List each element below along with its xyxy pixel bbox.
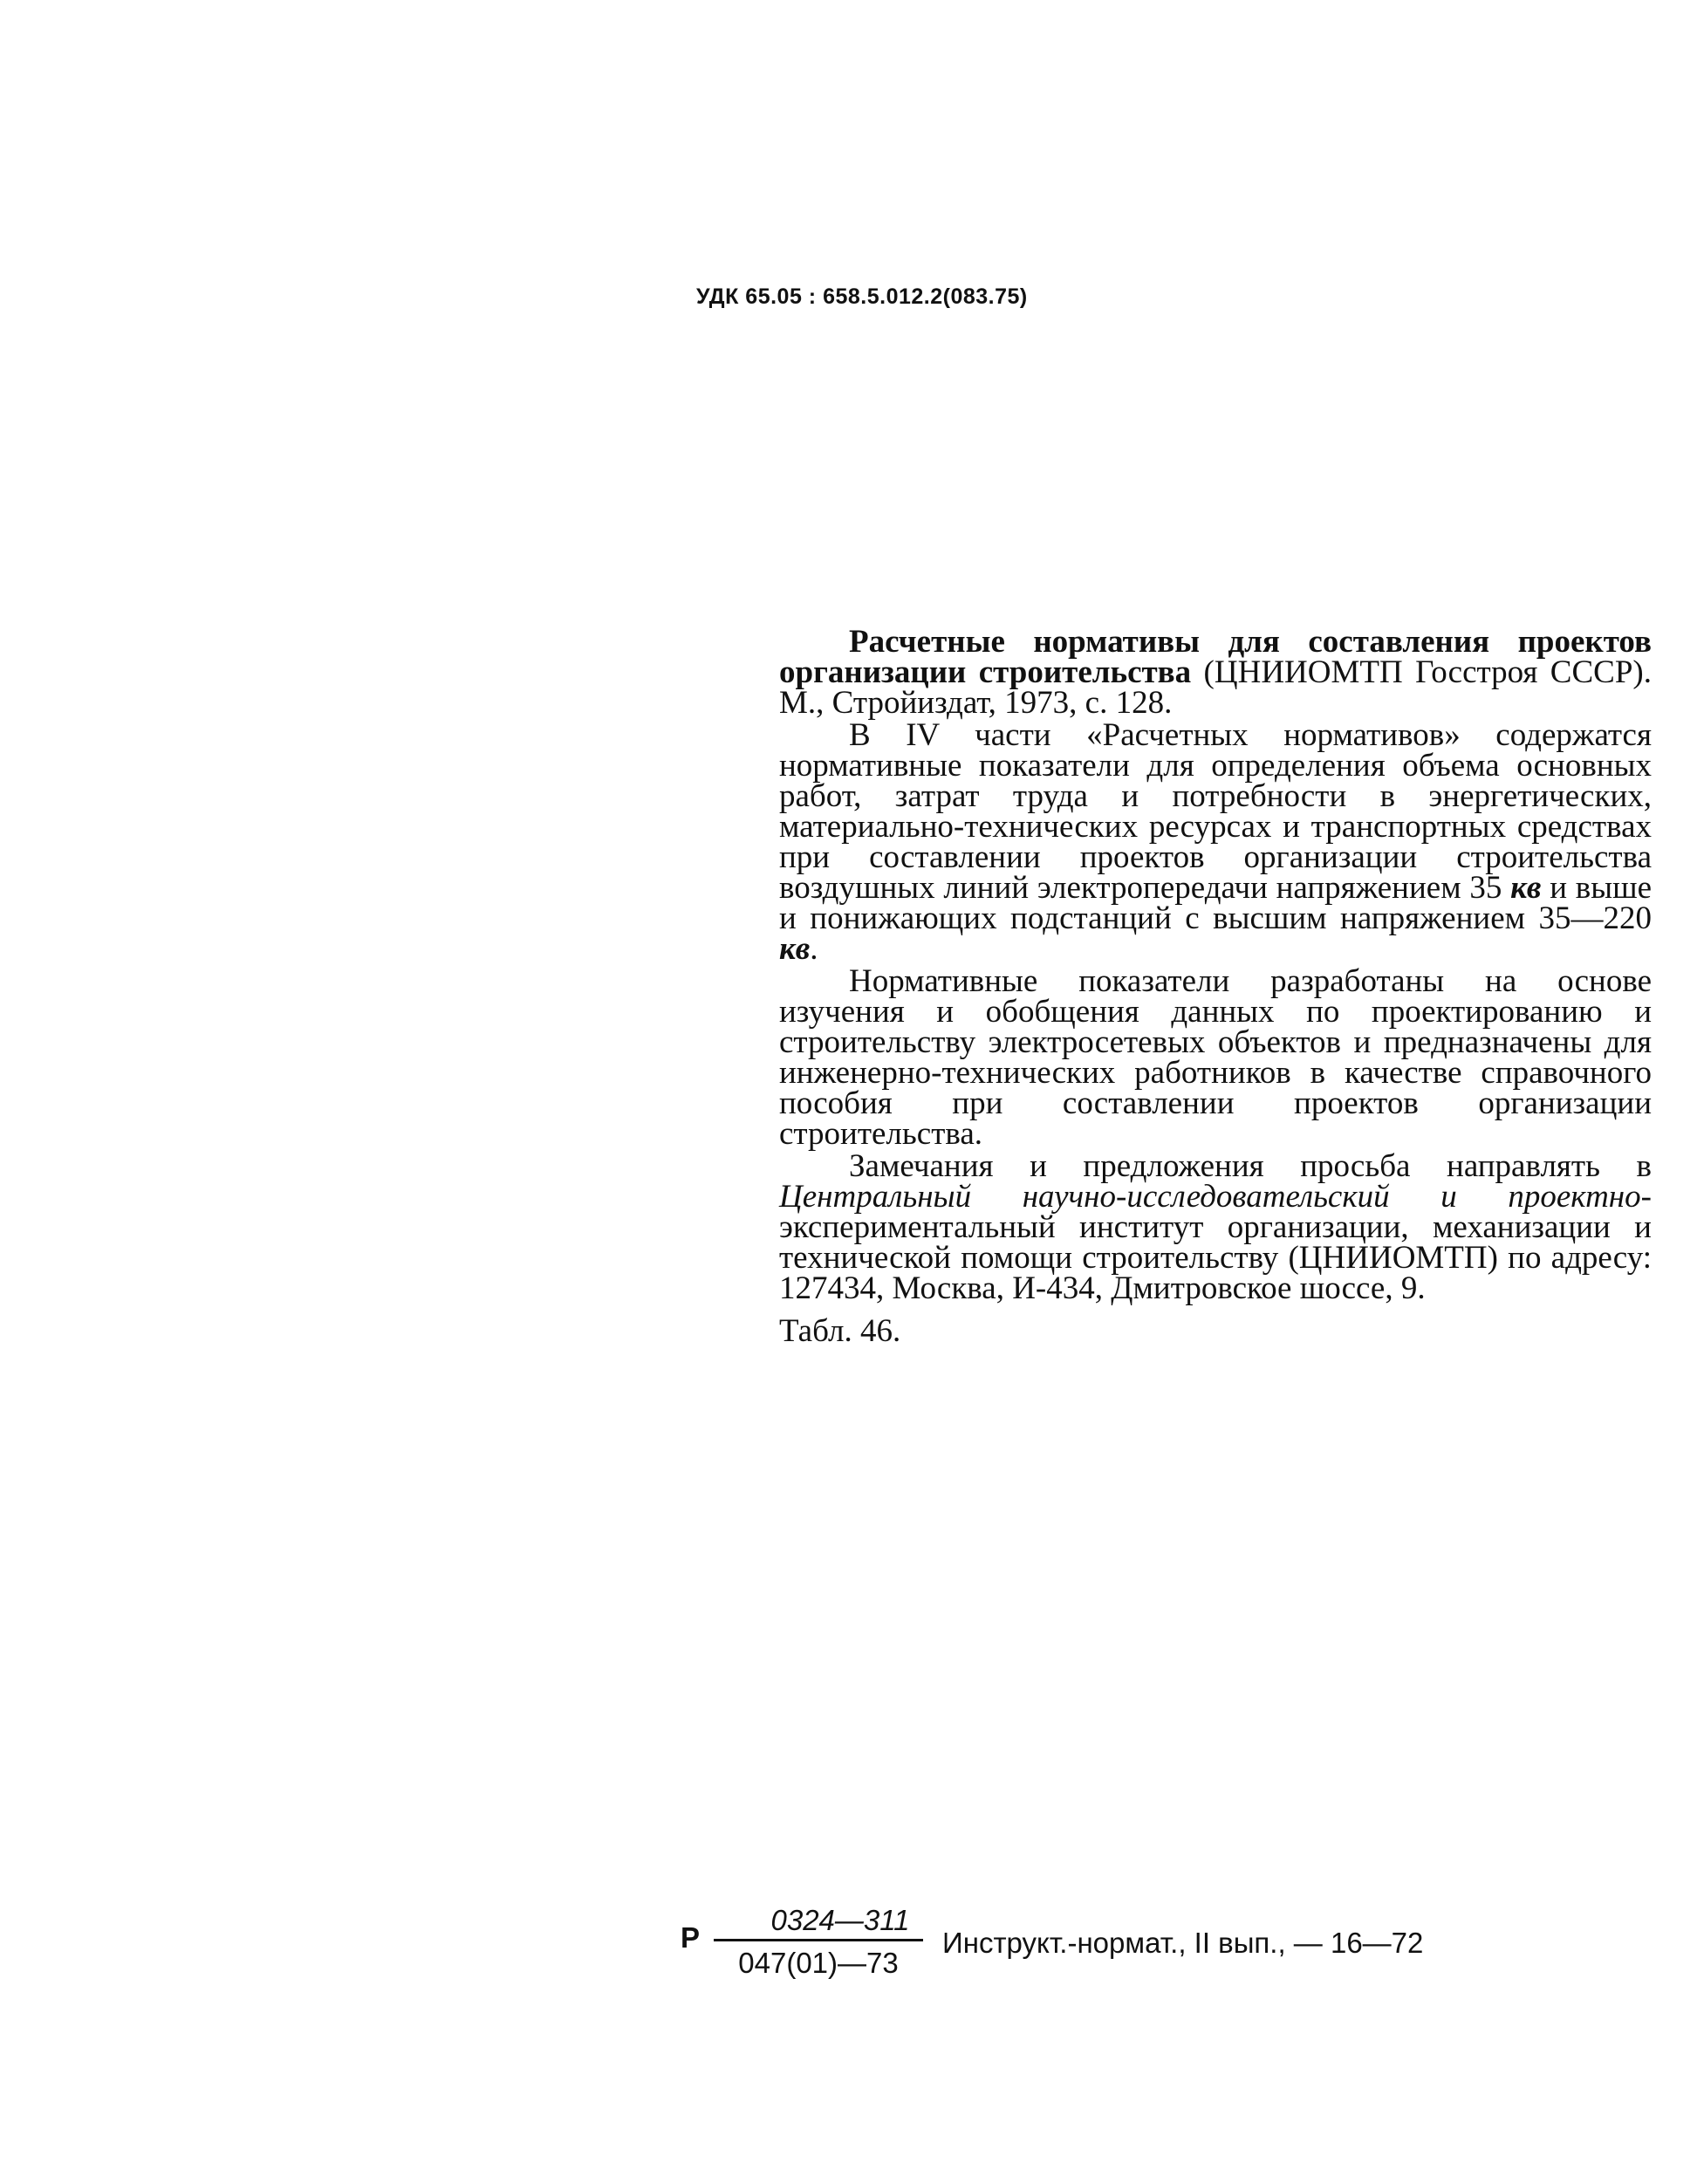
paragraph-1-text-start: В IV части «Расчетных нормативов» содержатся нормативные показатели для определения объема основных работ, затрат труда и потребности в энергетических, материально-технических ресурсах и транспортных средствах при составлении проектов организации строительства воздушных линий электропередачи напряжением 35 xyxy=(779,717,1652,906)
imprint-series: Инструкт.-нормат., II вып., — 16—72 xyxy=(942,1927,1424,1959)
imprint-letter: Р xyxy=(681,1921,701,1954)
paragraph-1-text-end: . xyxy=(810,931,818,967)
abstract-block xyxy=(779,624,1652,1349)
unit-kv: кв xyxy=(779,931,811,967)
paragraph-1-text-mid: и выше и понижающих подстанций с высшим напряжением 35—220 xyxy=(779,870,1652,936)
institute-name-italic: Центральный научно-исследовательский и проектно- xyxy=(779,1179,1652,1215)
imprint-denominator: 047(01)—73 xyxy=(738,1947,899,1979)
abstract-paragraph-1 xyxy=(779,717,1652,967)
fraction-line xyxy=(714,1939,923,1941)
abstract-paragraph-2: Нормативные показатели разработаны на основе изучения и обобщения данных по проектированию и строительству электросетевых объектов и предназначены для инженерно-технических работников в качестве справочного пособия при составлении проектов организации строительства. xyxy=(779,963,1652,1152)
paragraph-3-text-end: экспериментальный институт организации, механизации и технической помощи строительству (ЦНИИОМТП) по адресу: 127434, Москва, И-434, Дмитровское шоссе, 9. xyxy=(779,1209,1652,1306)
paragraph-3-text-start: Замечания и предложения просьба направлять в xyxy=(849,1148,1652,1184)
book-title: Расчетные нормативы для составления проектов организации строительства xyxy=(779,624,1652,690)
tables-count: Табл. 46. xyxy=(779,1313,901,1349)
imprint-fraction xyxy=(714,1902,923,1982)
abstract-paragraph-3 xyxy=(779,1148,1652,1306)
bibliographic-entry xyxy=(779,624,1652,721)
udk-code: УДК 65.05 : 658.5.012.2(083.75) xyxy=(696,284,1028,309)
publication-imprint: (ЦНИИОМТП Госстроя СССР). М., Стройиздат, 1973, с. 128. xyxy=(779,654,1652,721)
unit-kv: кв xyxy=(1510,870,1542,906)
imprint-numerator: 0324—311 xyxy=(770,1904,910,1936)
publisher-imprint xyxy=(681,1902,1570,1989)
